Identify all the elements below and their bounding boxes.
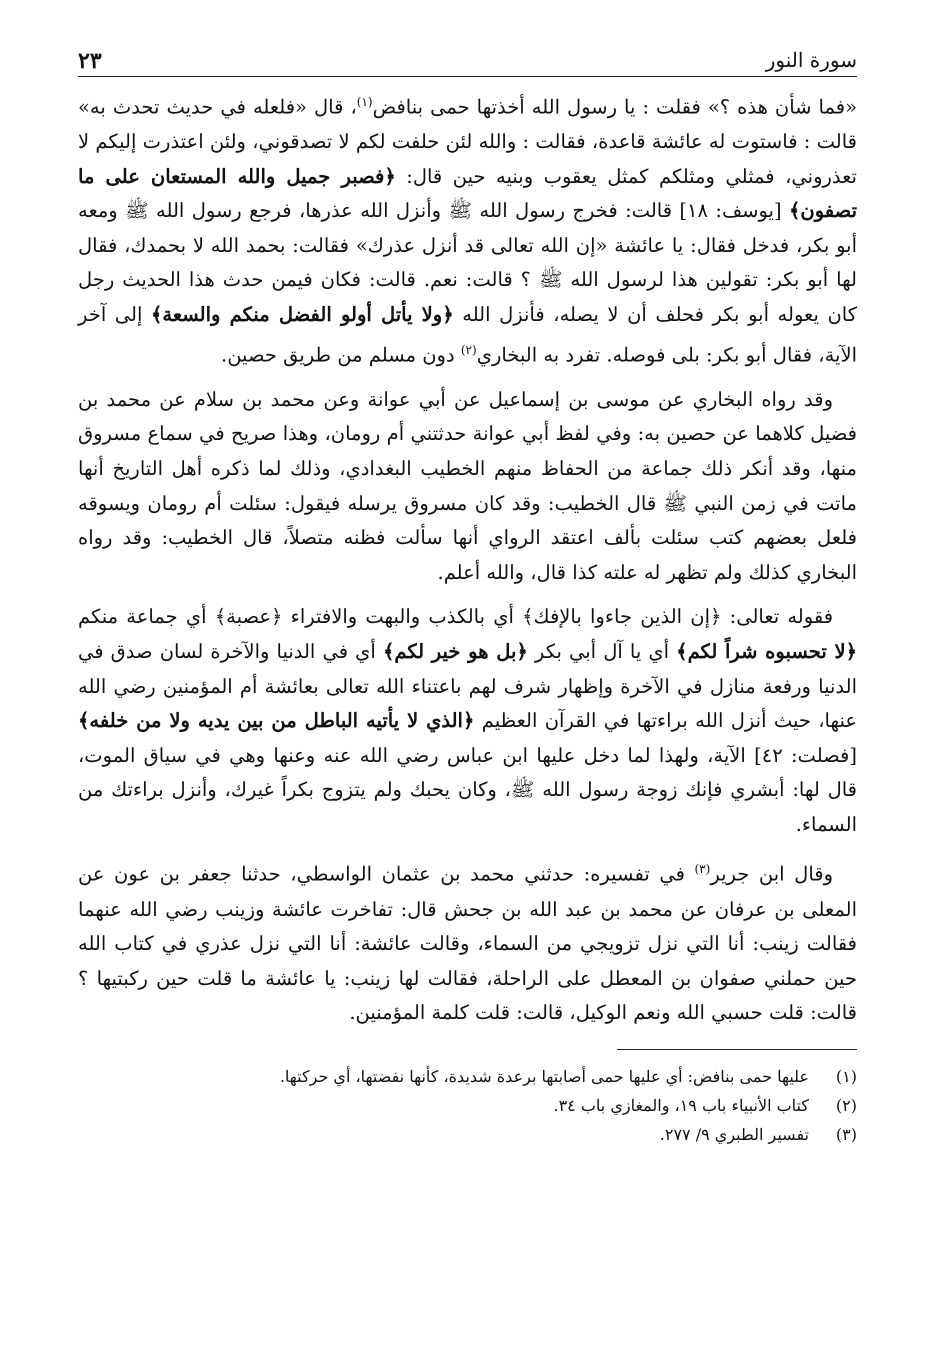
footnote-number: (١): [835, 1066, 857, 1086]
quran-verse: ﴿لا تحسبوه شراً لكم﴾: [676, 639, 858, 663]
text-segment: ﴿عصبة﴾: [214, 605, 283, 629]
text-segment: أي جماعة منكم: [78, 605, 215, 629]
paragraph-p1: [78, 85, 857, 373]
text-segment: في تفسيره: حدثني محمد بن عثمان الواسطي، حدثنا جعفر بن عون عن المعلى بن عرفان عن محمد بن عبد الله بن جحش قال: تفاخرت عائشة وزينب رضي الله عنهما فقالت زينب: أنا التي نزل تزويجي من السماء، وقالت عائشة: أنا التي نزل عذري في كتاب الله حين حملني صفوان بن المعطل على الراحلة، فقالت لها زينب: يا عائشة ما قلت حين ركبتيها ؟ قالت: قلت حسبي الله ونعم الوكيل، قالت: قلت كلمة المؤمنين.: [78, 862, 857, 1025]
text-segment: فقوله تعالى:: [721, 605, 834, 629]
footnote-item: [78, 1091, 857, 1120]
text-segment: دون مسلم من طريق حصين.: [221, 343, 461, 367]
text-segment: [يوسف: ١٨] قالت: فخرج رسول الله ﷺ وأنزل الله عذرها، فرجع رسول الله ﷺ ومعه أبو بكر، فدخل فقال: يا عائشة «إن الله تعالى قد أنزل عذرك» فقالت: بحمد الله لا بحمدك، فقال لها أبو بكر: تقولين هذا لرسول الله ﷺ ؟ قالت: نعم. قالت: فكان فيمن حدث هذا الحديث رجل كان يعوله أبو بكر فحلف أن لا يصله، فأنزل الله: [78, 199, 858, 327]
quran-verse: ﴿فصبر جميل والله المستعان على ما تصفون﴾: [78, 164, 858, 223]
text-segment: أي في الدنيا والآخرة لسان صدق في الدنيا ورفعة منازل في الآخرة وإظهار شرف لهم باعتناء الله تعالى بعائشة أم المؤمنين رضي الله عنها، حيث أنزل الله براءتها في القرآن العظيم: [78, 639, 857, 733]
text-segment: أي يا آل أبي بكر: [527, 639, 677, 663]
footnote-text: كتاب الأنبياء باب ١٩، والمغازي باب ٣٤.: [553, 1095, 809, 1115]
text-segment: ﴿إن الذين جاءوا بالإفك﴾: [522, 605, 722, 629]
footnote-ref: (٢): [460, 342, 477, 357]
text-segment: ، قال «فلعله في حديث تحدث به» قالت : فاستوت له عائشة قاعدة، فقالت : والله لئن حلفت لكم لا تصدقوني، ولئن اعتذرت إليكم لا تعذروني، فمثلي ومثلكم كمثل يعقوب وبنيه حين قال:: [78, 95, 857, 188]
text-segment: وقال ابن جرير: [710, 862, 834, 886]
footnote-number: (٢): [835, 1095, 857, 1115]
footnote-item: [78, 1120, 857, 1149]
footnote-divider: [617, 1049, 857, 1050]
quran-verse: ﴿ولا يأتل أولو الفضل منكم والسعة﴾: [151, 303, 454, 327]
footnote-number: (٣): [835, 1124, 857, 1144]
quran-verse: ﴿الذي لا يأتيه الباطل من بين يديه ولا من خلفه﴾: [78, 709, 475, 733]
text-segment: [فصلت: ٤٢] الآية، ولهذا لما دخل عليها ابن عباس رضي الله عنه وعنها وهي في سياق الموت، قال لها: أبشري فإنك زوجة رسول الله ﷺ، وكان يحبك ولم يتزوج بكراً غيرك، وأنزل براءتك من السماء.: [78, 743, 857, 836]
text-segment: «فما شأن هذه ؟» فقلت : يا رسول الله أخذتها حمى بنافض: [372, 95, 857, 119]
paragraph-p3: [78, 600, 857, 842]
text-segment: إلى آخر الآية، فقال أبو بكر: بلى فوصله. تفرد به البخاري: [78, 303, 857, 367]
paragraph-p4: [78, 852, 857, 1030]
quran-verse: ﴿بل هو خير لكم﴾: [382, 639, 528, 663]
page-header: [78, 36, 857, 77]
footnotes: [78, 1062, 857, 1149]
page-number: ٢٣: [78, 48, 102, 74]
footnote-item: [78, 1062, 857, 1091]
body-text: [78, 85, 857, 1031]
footnote-ref: (١): [356, 95, 373, 109]
text-segment: وقد رواه البخاري عن موسى بن إسماعيل عن أبي عوانة وعن محمد بن سلام عن محمد بن فضيل كلاهما عن حصين به: وفي لفظ أبي عوانة حدثتني أم رومان، وهذا صريح في سماع مسروق منها، وقد أنكر ذلك جماعة من الحفاظ منهم الخطيب البغدادي، وذلك لما ذكره أهل التاريخ أنها ماتت في زمن النبي ﷺ قال الخطيب: وقد كان مسروق يرسله فيقول: سئلت أم رومان ويسوقه فلعل بعضهم كتب سئلت بألف اعتقد الرواي أنها سألت فظنه متصلاً، قال الخطيب: وقد رواه البخاري كذلك ولم تظهر له علته كذا قال، والله أعلم.: [78, 387, 857, 584]
footnote-text: تفسير الطبري ٩/ ٢٧٧.: [659, 1124, 809, 1144]
surah-title: سورة النور: [765, 48, 857, 72]
paragraph-p2: [78, 383, 857, 591]
text-segment: أي بالكذب والبهت والافتراء: [282, 605, 523, 629]
footnote-ref: (٣): [694, 862, 711, 877]
footnote-text: عليها حمى بنافض: أي عليها حمى أصابتها برعدة شديدة، كأنها نفضتها، أي حركتها.: [279, 1066, 809, 1086]
